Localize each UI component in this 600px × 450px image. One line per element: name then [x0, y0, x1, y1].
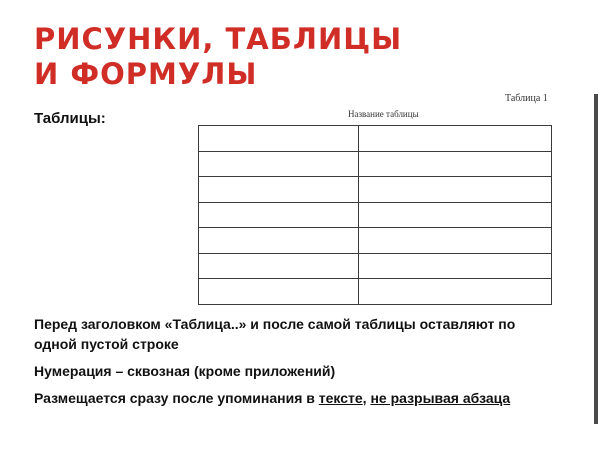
- example-table-cell: [359, 253, 552, 279]
- example-table-cell: [359, 177, 552, 203]
- example-table-cell: [359, 202, 552, 228]
- slide-title-line-2: И ФОРМУЛЫ: [34, 57, 258, 91]
- example-table-body: [199, 126, 552, 305]
- example-table-cell: [199, 126, 359, 152]
- example-table-cell: [199, 228, 359, 254]
- rule-item-blank-lines: Перед заголовком «Таблица..» и после самой таблицы оставляют по одной пустой строке: [34, 316, 516, 352]
- example-table-row: [199, 228, 552, 254]
- rule-item-placement: [34, 388, 554, 408]
- example-table-row: [199, 126, 552, 152]
- example-table-cell: [199, 279, 359, 305]
- rule-item-placement-underlined-1: тексте: [318, 390, 363, 406]
- example-table-cell: [359, 151, 552, 177]
- example-table-cell: [359, 126, 552, 152]
- table-number-caption: Таблица 1: [505, 93, 548, 104]
- example-table-cell: [199, 177, 359, 203]
- example-table-row: [199, 177, 552, 203]
- example-table: [198, 125, 552, 305]
- rule-item-placement-underlined-2: не разрывая абзаца: [370, 390, 511, 406]
- table-name-caption: Название таблицы: [348, 109, 419, 119]
- rule-item-placement-text: Размещается сразу после упоминания в: [34, 390, 319, 406]
- slide-title-line-1: РИСУНКИ, ТАБЛИЦЫ: [34, 22, 403, 56]
- rule-item-placement-comma: ,: [362, 390, 371, 406]
- decorative-vertical-rule: [594, 94, 598, 424]
- example-table-cell: [199, 253, 359, 279]
- example-table-cell: [359, 279, 552, 305]
- slide-title: [34, 22, 474, 92]
- section-label-tables: Таблицы:: [34, 110, 106, 127]
- example-table-row: [199, 202, 552, 228]
- example-table-cell: [199, 202, 359, 228]
- example-table-row: [199, 151, 552, 177]
- example-table-row: [199, 253, 552, 279]
- rules-list: [34, 314, 554, 415]
- rule-item-numbering: Нумерация – сквозная (кроме приложений): [34, 363, 336, 379]
- example-table-cell: [359, 228, 552, 254]
- example-table-row: [199, 279, 552, 305]
- example-table-cell: [199, 151, 359, 177]
